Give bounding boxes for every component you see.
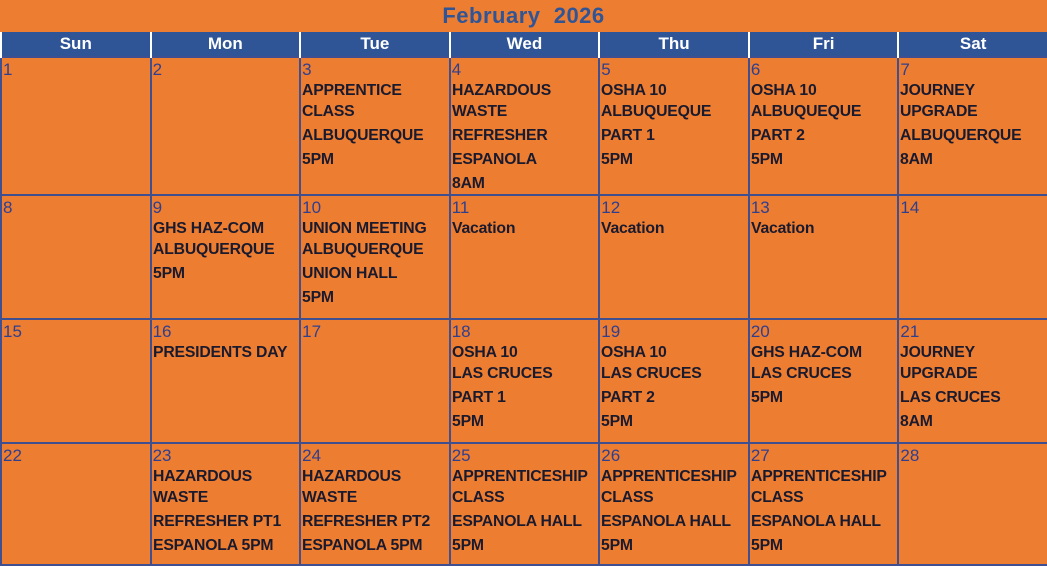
calendar-day-cell[interactable] <box>749 443 899 565</box>
event-line: GHS HAZ-COM <box>152 220 264 237</box>
event-line: ESPANOLA HALL <box>451 513 582 530</box>
event-line: ALBUQUERQUE <box>152 241 274 258</box>
event-line: PRESIDENTS DAY <box>152 344 287 361</box>
calendar-day-cell[interactable] <box>749 195 899 319</box>
weekday-sat: Sat <box>898 32 1047 57</box>
event-line: Vacation <box>451 220 516 237</box>
day-number: 25 <box>451 446 471 465</box>
event-line: 5PM <box>750 389 783 406</box>
weekday-mon: Mon <box>151 32 301 57</box>
calendar-day-cell[interactable] <box>898 443 1047 565</box>
event-line: ESPANOLA 5PM <box>302 537 423 554</box>
event-line: HAZARDOUS <box>152 468 252 485</box>
event-line: 8AM <box>900 151 934 168</box>
day-number: 20 <box>750 322 770 341</box>
day-number: 24 <box>302 446 322 465</box>
weekday-sun: Sun <box>1 32 151 57</box>
day-number: 26 <box>601 446 621 465</box>
day-number: 5 <box>601 60 611 79</box>
calendar-day-cell[interactable] <box>898 195 1047 319</box>
day-number: 28 <box>900 446 920 465</box>
day-number: 19 <box>601 322 621 341</box>
calendar-day-cell[interactable] <box>599 57 749 195</box>
calendar-week-row <box>1 195 1047 319</box>
calendar-week-row <box>1 319 1047 443</box>
event-line: 5PM <box>152 265 185 282</box>
event-line: 5PM <box>750 151 783 168</box>
event-line: 5PM <box>601 151 634 168</box>
day-number: 13 <box>750 198 770 217</box>
event-line: 5PM <box>750 537 783 554</box>
event-line: 8AM <box>451 175 485 192</box>
day-number: 4 <box>451 60 462 79</box>
event-line: ESPANOLA HALL <box>750 513 881 530</box>
day-number: 11 <box>451 198 470 217</box>
calendar-day-cell[interactable] <box>450 443 600 565</box>
day-number: 14 <box>900 198 920 217</box>
event-line: GHS HAZ-COM <box>750 344 862 361</box>
event-line: PART 2 <box>750 127 805 144</box>
event-line: REFRESHER <box>451 127 548 144</box>
event-line: REFRESHER PT1 <box>152 513 281 530</box>
event-line: PART 1 <box>601 127 656 144</box>
calendar-day-cell[interactable] <box>300 57 450 195</box>
day-number: 8 <box>3 198 13 217</box>
event-line: 5PM <box>302 151 334 168</box>
calendar-day-cell[interactable] <box>599 195 749 319</box>
event-line: ALBUQUEQUE <box>750 103 862 120</box>
calendar-day-cell[interactable] <box>1 57 151 195</box>
event-line: CLASS <box>451 489 505 506</box>
event-line: ALBUQUERQUE <box>302 127 424 144</box>
day-number: 23 <box>152 446 172 465</box>
day-number: 22 <box>3 446 22 465</box>
event-line: UPGRADE <box>900 365 978 382</box>
event-line: UPGRADE <box>900 103 978 120</box>
event-line: WASTE <box>451 103 507 120</box>
calendar-day-cell[interactable] <box>450 319 600 443</box>
weekday-wed: Wed <box>450 32 600 57</box>
calendar-day-cell[interactable] <box>450 195 600 319</box>
event-line: LAS CRUCES <box>451 365 553 382</box>
event-line: OSHA 10 <box>750 82 817 99</box>
day-number: 18 <box>451 322 471 341</box>
event-line: 5PM <box>451 413 484 430</box>
day-number: 2 <box>152 60 163 79</box>
calendar-day-cell[interactable] <box>749 57 899 195</box>
calendar-day-cell[interactable] <box>300 195 450 319</box>
event-line: ESPANOLA <box>451 151 537 168</box>
day-number: 27 <box>750 446 770 465</box>
day-number: 10 <box>302 198 322 217</box>
event-line: CLASS <box>601 489 654 506</box>
event-line: APPRENTICESHIP <box>451 468 588 485</box>
event-line: ESPANOLA 5PM <box>152 537 273 554</box>
day-number: 16 <box>152 322 172 341</box>
event-line: APPRENTICE <box>302 82 402 99</box>
day-number: 17 <box>302 322 322 341</box>
event-line: 5PM <box>601 537 634 554</box>
day-number: 15 <box>3 322 22 341</box>
calendar-day-cell[interactable] <box>151 57 301 195</box>
event-line: Vacation <box>601 220 665 237</box>
weekday-header-row <box>1 32 1047 57</box>
event-line: ALBUQUERQUE <box>302 241 424 258</box>
calendar-day-cell[interactable] <box>151 443 301 565</box>
calendar-day-cell[interactable] <box>1 443 151 565</box>
weekday-thu: Thu <box>599 32 749 57</box>
day-number: 1 <box>3 60 13 79</box>
event-line: HAZARDOUS <box>451 82 551 99</box>
calendar-day-cell[interactable] <box>599 443 749 565</box>
event-line: CLASS <box>302 103 355 120</box>
event-line: UNION MEETING <box>302 220 427 237</box>
calendar-day-cell[interactable] <box>450 57 600 195</box>
event-line: WASTE <box>302 489 358 506</box>
event-line: REFRESHER PT2 <box>302 513 431 530</box>
event-line: 5PM <box>601 413 634 430</box>
calendar-day-cell[interactable] <box>599 319 749 443</box>
calendar-day-cell[interactable] <box>898 57 1047 195</box>
event-line: UNION HALL <box>302 265 398 282</box>
event-line: LAS CRUCES <box>900 389 1001 406</box>
calendar-week-row <box>1 443 1047 565</box>
event-line: HAZARDOUS <box>302 468 402 485</box>
event-line: ALBUQUEQUE <box>601 103 712 120</box>
event-line: 5PM <box>302 289 334 306</box>
day-number: 7 <box>900 60 910 79</box>
calendar-day-cell[interactable] <box>151 195 301 319</box>
event-line: APPRENTICESHIP <box>601 468 737 485</box>
weekday-fri: Fri <box>749 32 899 57</box>
event-line: Vacation <box>750 220 815 237</box>
event-line: CLASS <box>750 489 804 506</box>
calendar-body <box>1 57 1047 565</box>
event-line: APPRENTICESHIP <box>750 468 887 485</box>
event-line: OSHA 10 <box>451 344 518 361</box>
event-line: PART 2 <box>601 389 656 406</box>
event-line: LAS CRUCES <box>750 365 852 382</box>
calendar-day-cell[interactable] <box>749 319 899 443</box>
weekday-tue: Tue <box>300 32 450 57</box>
calendar-day-cell[interactable] <box>1 319 151 443</box>
day-number: 3 <box>302 60 312 79</box>
event-line: ALBUQUERQUE <box>900 127 1022 144</box>
event-line: 5PM <box>451 537 484 554</box>
calendar-day-cell[interactable] <box>1 195 151 319</box>
event-line: JOURNEY <box>900 344 976 361</box>
day-number: 9 <box>152 198 163 217</box>
calendar-day-cell[interactable] <box>898 319 1047 443</box>
event-line: WASTE <box>152 489 208 506</box>
calendar-week-row <box>1 57 1047 195</box>
event-line: ESPANOLA HALL <box>601 513 732 530</box>
calendar-title: February 2026 <box>0 0 1047 32</box>
event-line: OSHA 10 <box>601 82 667 99</box>
day-number: 12 <box>601 198 621 217</box>
event-line: JOURNEY <box>900 82 976 99</box>
calendar-day-cell[interactable] <box>151 319 301 443</box>
event-line: OSHA 10 <box>601 344 667 361</box>
day-number: 21 <box>900 322 920 341</box>
calendar-grid <box>0 32 1047 566</box>
calendar-day-cell[interactable] <box>300 319 450 443</box>
event-line: PART 1 <box>451 389 506 406</box>
day-number: 6 <box>750 60 761 79</box>
event-line: LAS CRUCES <box>601 365 702 382</box>
calendar-day-cell[interactable] <box>300 443 450 565</box>
event-line: 8AM <box>900 413 934 430</box>
